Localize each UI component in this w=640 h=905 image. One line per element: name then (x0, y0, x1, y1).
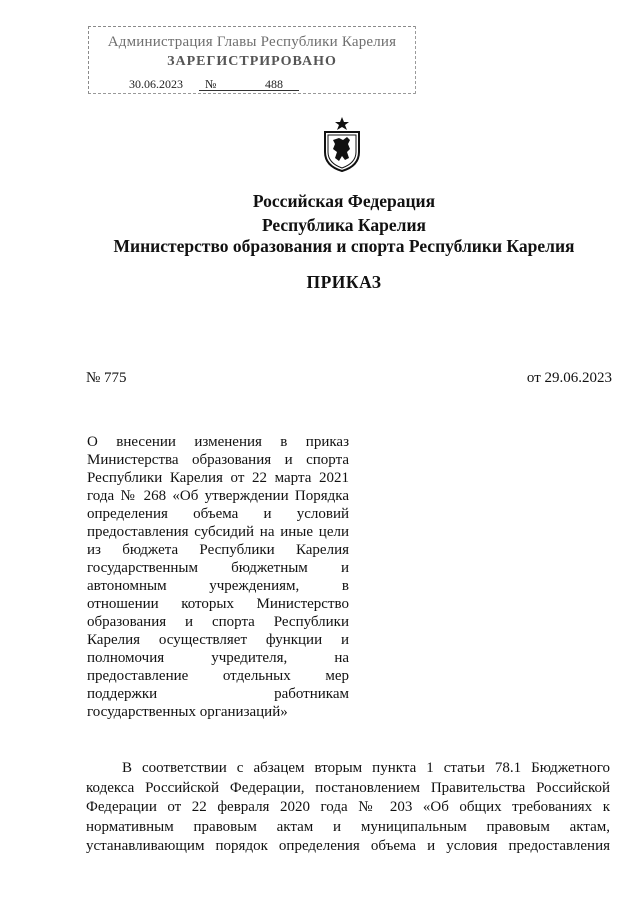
subject-line: предоставления субсидий на иные цели (87, 524, 349, 540)
stamp-status: ЗАРЕГИСТРИРОВАНО (167, 54, 337, 69)
subject-line: полномочия учредителя, на (87, 650, 349, 666)
registration-stamp (88, 26, 416, 94)
body-line: устанавливающим порядок определения объема и условия предоставления (86, 838, 610, 854)
karelia-coat-of-arms-icon (321, 116, 363, 172)
body-line: В соответствии с абзацем вторым пункта 1 статьи 78.1 Бюджетного (122, 760, 610, 776)
subject-line: Министерства образования и спорта (87, 452, 349, 468)
stamp-date: 30.06.2023 (129, 77, 183, 91)
subject-line: образования и спорта Республики (87, 614, 349, 630)
stamp-number-label: № (205, 77, 217, 91)
subject-line: отношении которых Министерство (87, 596, 349, 612)
body-line: Федерации от 22 февраля 2020 года № 203 «Об общих требованиях к (86, 799, 610, 815)
subject-line: Республики Карелия от 22 марта 2021 (87, 470, 349, 486)
document-type-title: ПРИКАЗ (306, 272, 382, 292)
subject-line: определения объема и условий (87, 506, 349, 522)
stamp-organization: Администрация Главы Республики Карелия (107, 34, 397, 50)
subject-line: Карелия осуществляет функции и (87, 632, 349, 648)
order-subject (87, 433, 349, 721)
subject-line: поддержки работникам (87, 686, 349, 702)
subject-line: из бюджета Республики Карелия (87, 542, 349, 558)
body-line: кодекса Российской Федерации, постановлением Правительства Российской (86, 779, 610, 796)
subject-line: года № 268 «Об утверждении Порядка (87, 488, 349, 504)
body-line: нормативным правовым актам и муниципальным правовым актам, (86, 818, 610, 835)
header-ministry: Министерство образования и спорта Республики Карелия (113, 236, 575, 256)
subject-line: государственных организаций» (87, 704, 288, 720)
subject-line: автономным учреждениям, в (87, 578, 349, 594)
header-country: Российская Федерация (252, 191, 436, 211)
order-number: № 775 (86, 370, 127, 386)
subject-line: государственным бюджетным и (87, 560, 349, 576)
subject-line: предоставление отдельных мер (87, 668, 349, 684)
order-date: от 29.06.2023 (526, 370, 612, 386)
header-republic: Республика Карелия (261, 215, 427, 235)
stamp-number: 488 (265, 77, 283, 91)
subject-line: О внесении изменения в приказ (87, 434, 349, 450)
body-paragraph (86, 759, 610, 857)
